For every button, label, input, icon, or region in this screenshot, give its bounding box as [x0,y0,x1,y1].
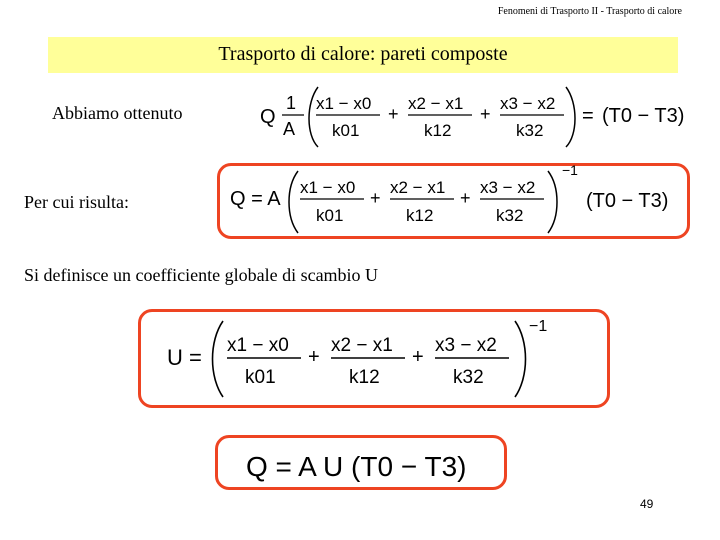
eq3-lhs: U = [167,345,202,370]
eq3-t3-num: x3 − x2 [435,335,497,356]
label-define: Si definisce un coefficiente globale di scambio U [24,265,379,285]
eq1-equals: = [582,105,594,127]
eq2-t2-num: x2 − x1 [390,178,446,197]
slide-header: Fenomeni di Trasporto II - Trasporto di calore [497,6,682,17]
eq2-lhs: Q = A [230,188,281,210]
eq2-plus-1: + [370,188,381,208]
eq1-t1-num: x1 − x0 [316,94,372,113]
eq1-t2-den: k12 [424,121,452,140]
eq3-exponent: −1 [529,318,548,335]
eq1-plus-2: + [480,104,491,124]
eq3-t2-num: x2 − x1 [331,335,393,356]
eq1-t1-den: k01 [332,121,360,140]
eq2-t1-den: k01 [316,206,344,225]
eq1-rhs: (T0 − T3) [602,105,685,127]
eq2-t3-den: k32 [496,206,524,225]
eq3-plus-2: + [412,346,424,368]
eq3-t1-num: x1 − x0 [227,335,289,356]
eq1-a: A [283,119,296,139]
eq2-t2-den: k12 [406,206,434,225]
eq3-plus-1: + [308,346,320,368]
eq3-t2-den: k12 [349,367,380,388]
eq1-t3-den: k32 [516,121,544,140]
equation-1 [258,85,698,150]
title-bar [48,37,678,73]
eq2-t1-num: x1 − x0 [300,178,356,197]
equation-2 [228,162,683,237]
label-obtained: Abbiamo ottenuto [52,103,183,123]
eq2-t3-num: x3 − x2 [480,178,536,197]
eq2-rhs: (T0 − T3) [586,190,669,212]
eq4-text: Q = A U (T0 − T3) [246,451,467,482]
eq1-t2-num: x2 − x1 [408,94,464,113]
equation-3 [165,317,585,402]
eq1-one: 1 [286,93,297,113]
slide-title: Trasporto di calore: pareti composte [218,43,508,65]
label-result: Per cui risulta: [24,192,129,212]
eq1-t3-num: x3 − x2 [500,94,556,113]
equation-4 [240,440,500,490]
eq3-t1-den: k01 [245,367,276,388]
page-number: 49 [640,497,654,511]
eq2-exponent: −1 [562,162,578,178]
eq2-plus-2: + [460,188,471,208]
eq1-q: Q [260,106,276,128]
eq3-t3-den: k32 [453,367,484,388]
eq1-plus-1: + [388,104,399,124]
